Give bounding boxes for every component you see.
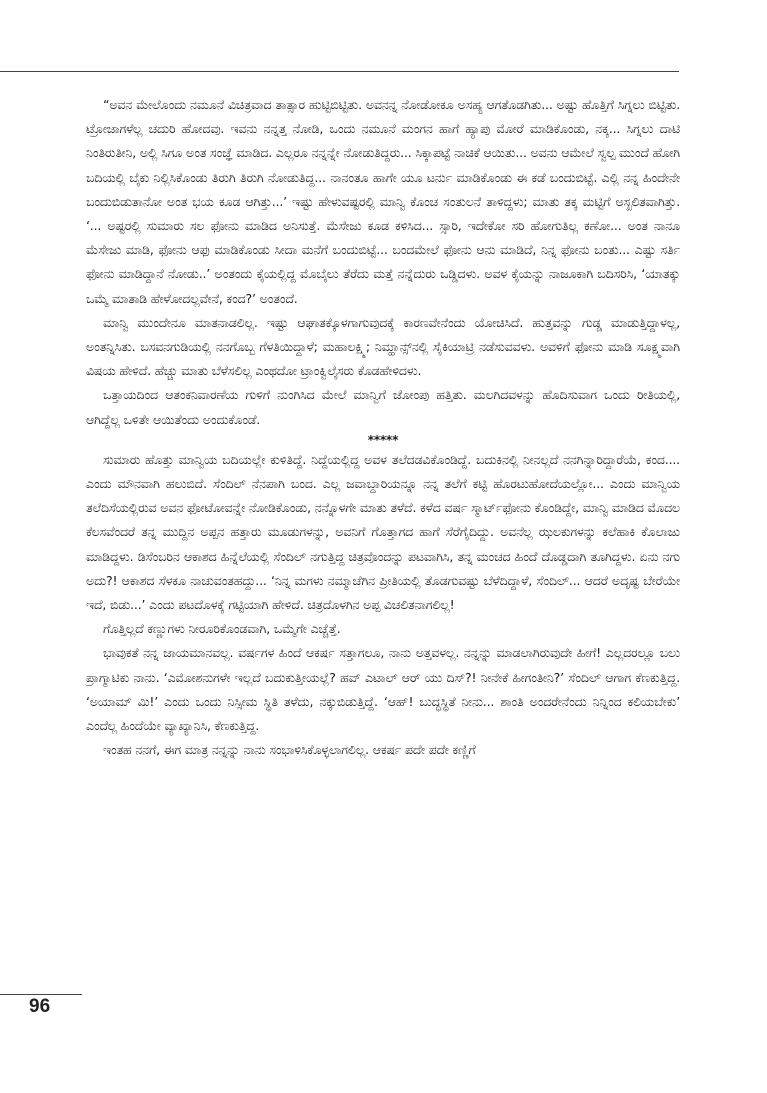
paragraph: “ಅವನ ಮೇಲೊಂದು ನಮೂನೆ ವಿಚಿತ್ರವಾದ ತಾತ್ಸಾರ ಹುಟ್ಟಿಬಿಟ್ಟಿತು. ಅವನನ್ನ ನೋಡೋಕೂ ಅಸಹ್ಯ ಆಗತೊಡಗಿತು... ಅಷ್ಟು ಹೊತ್ತಿಗೆ ಸಿಗ್ನಲು ಬಿಟ್ಟಿತು. ಟ್ರೋಜಾಗಳೆಲ್ಲ ಚದುರಿ ಹೋದವು. ಇವನು ನನ್ನತ್ತ ನೋಡಿ, ಒಂದು ನಮೂನೆ ಮಂಗನ ಹಾಗೆ ಹ್ಯಾಪು ಮೋರೆ ಮಾಡಿಕೊಂಡು, ನಕ್ಕ... ಸಿಗ್ನಲು ದಾಟಿ ನಿಂತಿರುತೀನಿ, ಅಲ್ಲಿ ಸಿಗೂ ಅಂತ ಸಂಜ್ಞೆ ಮಾಡಿದ. ಎಲ್ಲರೂ ನನ್ನನ್ನೇ ನೋಡುತಿದ್ದರು... ಸಿಕ್ಕಾಪಟ್ಟೆ ನಾಚಿಕೆ ಆಯಿತು... ಅವನು ಆಮೇಲೆ ಸ್ವಲ್ಪ ಮುಂದೆ ಹೋಗಿ ಬದಿಯಲ್ಲಿ ಬೈಕು ನಿಲ್ಲಿಸಿಕೊಂಡು ತಿರುಗಿ ತಿರುಗಿ ನೋಡುತಿದ್ದ... ನಾನಂತೂ ಹಾಗೇ ಯೂ ಟರ್ನು ಮಾಡಿಕೊಂಡು ಈ ಕಡೆ ಬಂದುಬಿಟ್ಟೆ. ಎಲ್ಲಿ ನನ್ನ ಹಿಂದೇನೇ ಬಂದುಬಿಡುತಾನೋ ಅಂತ ಭಯ ಕೂಡ ಆಗಿತ್ತು...’ ಇಷ್ಟು ಹೇಳುವಷ್ಟರಲ್ಲಿ ಮಾನ್ವಿ ಕೊಂಚ ಸಂತುಲನೆ ತಾಳಿದ್ದಳು; ಮಾತು ತಕ್ಕ ಮಟ್ಟಿಗೆ ಅಸ್ಖಲಿತವಾಗಿತ್ತು. ‘... ಅಷ್ಟರಲ್ಲಿ ಸುಮಾರು ಸಲ ಫೋನು ಮಾಡಿದ ಅನಿಸುತ್ತೆ. ಮೆಸೇಜು ಕೂಡ ಕಳಿಸಿದ... ಸ್ಸಾರಿ, ಇದೇಕೋ ಸರಿ ಹೋಗುತಿಲ್ಲ ಕಣೋ... ಅಂತ ನಾನೂ ಮೆಸೇಜು ಮಾಡಿ, ಫೋನು ಆಫು ಮಾಡಿಕೊಂಡು ಸೀದಾ ಮನೆಗೆ ಬಂದುಬಿಟ್ಟೆ... ಬಂದಮೇಲೆ ಫೋನು ಆನು ಮಾಡಿದೆ, ನಿನ್ನ ಫೋನು ಬಂತು... ಎಷ್ಟು ಸರ್ತಿ ಫೋನು ಮಾಡಿದ್ದಾನೆ ನೋಡು..’ ಅಂತಂದು ಕೈಯಲ್ಲಿದ್ದ ಮೊಬೈಲು ತೆರೆದು ಮತ್ತೆ ನನ್ನೆದುರು ಒಡ್ಡಿದಳು. ಅವಳ ಕೈಯನ್ನು ನಾಜೂಕಾಗಿ ಬದಿಸರಿಸಿ, ‘ಯಾತಕ್ಕು ಒಮ್ಮೆ ಮಾತಾಡಿ ಹೇಳೋದಲ್ಲವೇನೆ, ಕಂದ?’ ಅಂತಂದೆ. xyxy=(86,97,680,306)
top-rule xyxy=(0,71,679,72)
paragraph: ಗೊತ್ತಿಲ್ಲದೆ ಕಣ್ಣುಗಳು ನೀರೂರಿಕೊಂಡವಾಗಿ, ಒಮ್ಮೆಗೇ ಎಚ್ಚೆತ್ತೆ. xyxy=(103,621,341,637)
body-text xyxy=(86,93,680,762)
section-separator: ***** xyxy=(367,432,399,447)
paragraph: ಇಂತಹ ನನಗೆ, ಈಗ ಮಾತ್ರ ನನ್ನನ್ನು ನಾನು ಸಂಭಾಳಿಸಿಕೊಳ್ಳಲಾಗಲಿಲ್ಲ. ಆಕರ್ಷ ಪದೇ ಪದೇ ಕಣ್ಣಿಗೆ xyxy=(103,742,476,758)
footer-rule xyxy=(0,994,82,995)
paragraph: ಸುಮಾರು ಹೊತ್ತು ಮಾನ್ವಿಯ ಬದಿಯಲ್ಲೇ ಕುಳಿತಿದ್ದೆ. ನಿದ್ದೆಯಲ್ಲಿದ್ದ ಅವಳ ತಲೆದಡವಿಕೊಂಡಿದ್ದೆ. ಬದುಕಿನಲ್ಲಿ ನೀನಲ್ಲದೆ ನನಗಿನ್ನಾರಿದ್ದಾರೆಯೆ, ಕಂದ.... ಎಂದು ಮೌನವಾಗಿ ಹಲುಬಿದೆ. ಸೆಂದಿಲ್ ನೆನಪಾಗಿ ಬಂದ. ಎಲ್ಲ ಜವಾಬ್ದಾರಿಯನ್ನೂ ನನ್ನ ತಲೆಗೆ ಕಟ್ಟಿ ಹೊರಟುಹೋದೆಯಲ್ಲೋ... ಎಂದು ಮಾನ್ವಿಯ ತಲೆದಿಸೆಯಲ್ಲಿರುವ ಅವನ ಫೋಟೋವನ್ನೇ ನೋಡಿಕೊಂಡು, ನನ್ನೊಳಗೇ ಮಾತು ತಳೆದೆ. ಕಳೆದ ವರ್ಷ ಸ್ಮಾರ್ಟ್‌ಫೋನು ಕೊಂಡಿದ್ದೇ, ಮಾನ್ವಿ ಮಾಡಿದ ಮೊದಲ ಕೆಲಸವೆಂದರೆ ತನ್ನ ಮುದ್ದಿನ ಅಪ್ಪನ ಹತ್ತಾರು ಮೂಡುಗಳನ್ನು, ಅವನಿಗೆ ಗೊತ್ತಾಗದ ಹಾಗೆ ಸೆರೆಗೈದಿದ್ದು. ಅವನೆಲ್ಲ ಝಲಕುಗಳನ್ನು ಕಲೆಹಾಕಿ ಕೊಲಾಜು ಮಾಡಿದ್ದಳು. ಡಿಸೆಂಬರಿನ ಆಕಾಶದ ಹಿನ್ನೆಲೆಯಲ್ಲಿ ಸೆಂದಿಲ್ ನಗುತ್ತಿದ್ದ ಚಿತ್ರವೊಂದನ್ನು ಪಟವಾಗಿಸಿ, ತನ್ನ ಮಂಚದ ಹಿಂದೆ ದೊಡ್ಡದಾಗಿ ತೂಗಿದ್ದಳು. ಏನು ನಗು ಅದು?! ಆಕಾಶದ ಸೆಳಕೂ ನಾಚುವಂತಹದ್ದು... ‘ನಿನ್ನ ಮಗಳು ನಮ್ಮಾಚೆಗಿನ ಪ್ರೀತಿಯಲ್ಲಿ ತೊಡಗುವಷ್ಟು ಬೆಳೆದಿದ್ದಾಳೆ, ಸೆಂದಿಲ್... ಆದರೆ ಅದೃಷ್ಟ ಬೇರೆಯೇ ಇದೆ, ಬಿಡು...’ ಎಂದು ಪಟದೊಳಕ್ಕೆ ಗಟ್ಟಿಯಾಗಿ ಹೇಳಿದೆ. ಚಿತ್ರದೊಳಗಿನ ಅಪ್ಪ ವಿಚಲಿತನಾಗಲಿಲ್ಲ! xyxy=(86,451,680,613)
paragraph: ಒತ್ತಾಯದಿಂದ ಆತಂಕನಿವಾರಣೆಯ ಗುಳಿಗೆ ನುಂಗಿಸಿದ ಮೇಲೆ ಮಾನ್ವಿಗೆ ಜೋಂಪು ಹತ್ತಿತು. ಮಲಗಿದವಳನ್ನು ಹೊದಿಸುವಾಗ ಒಂದು ರೀತಿಯಲ್ಲಿ, ಆಗಿದ್ದೆಲ್ಲ ಒಳಿತೇ ಆಯಿತೆಂದು ಅಂದುಕೊಂಡೆ. xyxy=(86,387,680,427)
paragraph: ಮಾನ್ವಿ ಮುಂದೇನೂ ಮಾತನಾಡಲಿಲ್ಲ. ಇಷ್ಟು ಆಘಾತಕ್ಕೊಳಗಾಗುವುದಕ್ಕೆ ಕಾರಣವೇನೆಂದು ಯೋಚಿಸಿದೆ. ಹುತ್ತವನ್ನು ಗುಡ್ಡ ಮಾಡುತ್ತಿದ್ದಾಳಲ್ಲ, ಅಂತನ್ನಿಸಿತು. ಬಸವನಗುಡಿಯಲ್ಲಿ ನನಗೊಬ್ಬ ಗೆಳತಿಯಿದ್ದಾಳೆ; ಮಹಾಲಕ್ಷ್ಮಿ; ನಿಮ್ಹಾನ್ಸ್‌ನಲ್ಲಿ ಸೈಕಿಯಾಟ್ರಿ ನಡೆಸುವವಳು. ಅವಳಿಗೆ ಫೋನು ಮಾಡಿ ಸೂಕ್ಷ್ಮವಾಗಿ ವಿಷಯ ಹೇಳಿದೆ. ಹೆಚ್ಚು ಮಾತು ಬೆಳೆಸಲಿಲ್ಲ ಎಂಥದೋ ಟ್ರಾಂಕ್ವಿಲೈಸರು ಕೊಡಹೇಳಿದಳು. xyxy=(86,314,680,379)
paragraph: ಭಾವುಕತೆ ನನ್ನ ಜಾಯಮಾನವಲ್ಲ. ವರ್ಷಗಳ ಹಿಂದೆ ಆಕರ್ಷ ಸತ್ತಾಗಲೂ, ನಾನು ಅತ್ತವಳಲ್ಲ. ನನ್ನನ್ನು ಮಾಡಲಾಗಿರುವುದೇ ಹೀಗೆ! ಎಲ್ಲದರಲ್ಲೂ ಬಲು ಪ್ರಾಗ್ಮಾಟಿಕು ನಾನು. ‘ಎಮೋಶನುಗಳೇ ಇಲ್ಲದೆ ಬದುಕುತ್ತೀಯಲ್ಲೆ? ಹವ್ ಎಟಾಲ್ ಆರ್ ಯು ದಿಸ್?! ನೀನೇಕೆ ಹೀಗಂತೀನಿ?’ ಸೆಂದಿಲ್ ಆಗಾಗ ಕೆಣಕುತ್ತಿದ್ದ. ‘ಅಯಾಮ್ ಮಿ!’ ಎಂದು ಒಂದು ನಿಸ್ಸೀಮ ಸ್ಥಿತಿ ತಳೆದು, ನಕ್ಕುಬಿಡುತ್ತಿದ್ದೆ. ‘ಆಹ್! ಬುದ್ಧಸ್ಥಿತೆ ನೀನು... ಶಾಂತಿ ಅಂದರೇನೆಂದು ನಿನ್ನಿಂದ ಕಲಿಯಬೇಕು’ ಎಂದೆಲ್ಲ ಹಿಂದೆಯೇ ವ್ಯಾಖ್ಯಾನಿಸಿ, ಕೆಣಕುತ್ತಿದ್ದ. xyxy=(86,645,680,734)
page-number: 96 xyxy=(29,996,51,1017)
